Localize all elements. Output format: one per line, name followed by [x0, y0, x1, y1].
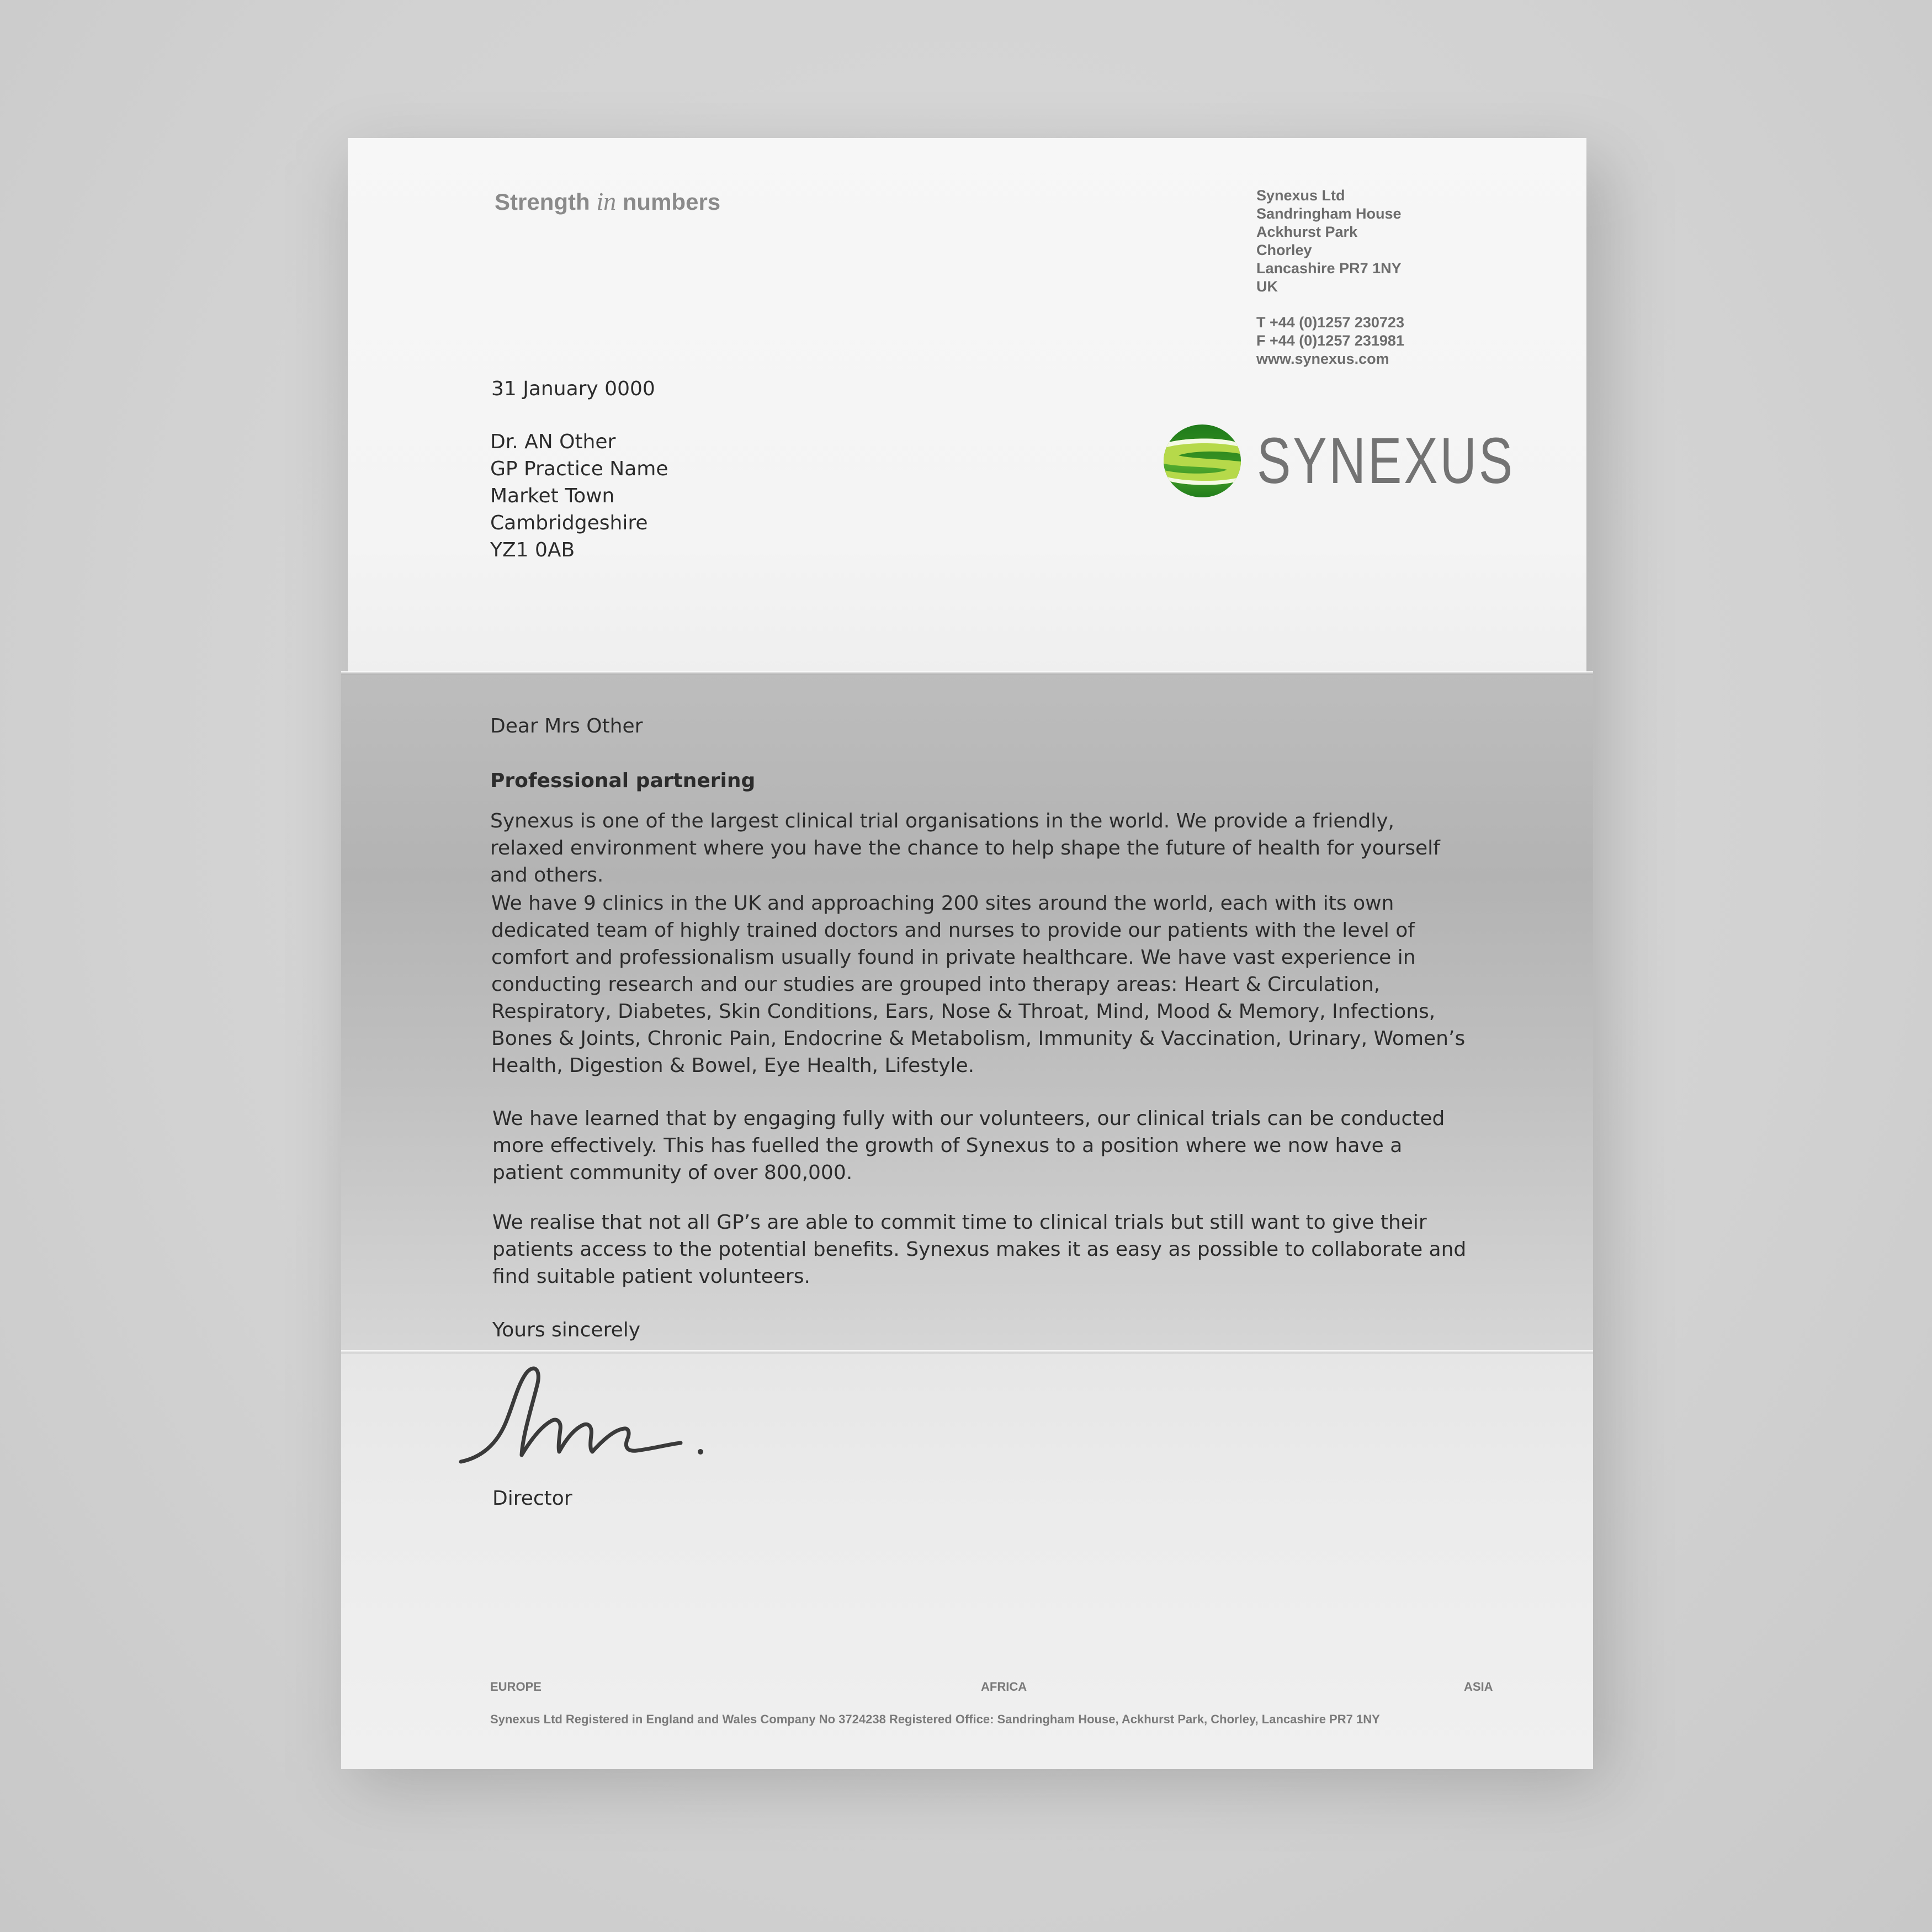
company-address — [1256, 187, 1404, 368]
closing: Yours sincerely — [492, 1319, 641, 1341]
footer-region-europe: EUROPE — [490, 1680, 542, 1694]
footer-region-africa: AFRICA — [981, 1680, 1027, 1694]
recipient-line: GP Practice Name — [490, 458, 668, 480]
synexus-logo — [1162, 422, 1526, 500]
address-line: Synexus Ltd — [1256, 187, 1345, 204]
address-line: Chorley — [1256, 242, 1312, 258]
fax-number: F +44 (0)1257 231981 — [1256, 332, 1404, 349]
letter-sheet — [341, 138, 1593, 1769]
website-link[interactable]: www.synexus.com — [1256, 351, 1389, 367]
synexus-s-globe-icon — [1162, 422, 1243, 500]
body-paragraph-4: We realise that not all GP’s are able to commit time to clinical trials but still want to give their patients access to the potential benefits. Synexus makes it as easy as possible to collaborate and find suitable patient volunteers. — [492, 1211, 1467, 1288]
salutation: Dear Mrs Other — [490, 715, 643, 737]
handwritten-signature — [449, 1347, 714, 1474]
recipient-address — [490, 428, 668, 564]
recipient-line: YZ1 0AB — [490, 539, 575, 561]
letter-subject: Professional partnering — [490, 769, 756, 792]
body-paragraph-1: Synexus is one of the largest clinical trial organisations in the world. We provide a friendly, relaxed environment where you have the chance to help shape the future of health for yourself and others. — [490, 810, 1440, 887]
letter-date: 31 January 0000 — [491, 378, 655, 400]
recipient-line: Dr. AN Other — [490, 431, 616, 453]
address-line: Lancashire PR7 1NY — [1256, 260, 1402, 277]
telephone-number: T +44 (0)1257 230723 — [1256, 314, 1404, 331]
letterhead-tagline: Strength in numbers — [495, 187, 721, 215]
recipient-line: Market Town — [490, 485, 615, 507]
footer-region-asia: ASIA — [1464, 1680, 1493, 1694]
address-line: Sandringham House — [1256, 205, 1402, 222]
fold-crease-upper — [341, 671, 1593, 675]
body-paragraph-3: We have learned that by engaging fully with our volunteers, our clinical trials can be conducted more effectively. This has fuelled the growth of Synexus to a position where we now have a patient community of over 800,000. — [492, 1107, 1445, 1184]
body-paragraph-2: We have 9 clinics in the UK and approaching 200 sites around the world, each with its own dedicated team of highly trained doctors and nurses to provide our patients with the level of comfort and professionalism usually found in private healthcare. We have vast experience in conducting research and our studies are grouped into therapy areas: Heart & Circulation, Respiratory, Diabetes, Skin Conditions, Ears, Nose & Throat, Mind, Mood & Memory, Infections, Bones & Joints, Chronic Pain, Endocrine & Metabolism, Immunity & Vaccination, Urinary, Women’s Health, Digestion & Bowel, Eye Health, Lifestyle. — [491, 892, 1466, 1077]
footer-legal-info: Synexus Ltd Registered in England and Wales Company No 3724238 Registered Office: Sandringham House, Ackhurst Park, Chorley, Lancashire PR7 1NY — [490, 1712, 1380, 1726]
signatory-role: Director — [492, 1487, 572, 1510]
address-line: UK — [1256, 278, 1278, 295]
recipient-line: Cambridgeshire — [490, 512, 648, 534]
logo-wordmark: SYNEXUS — [1257, 424, 1515, 497]
address-line: Ackhurst Park — [1256, 224, 1358, 240]
